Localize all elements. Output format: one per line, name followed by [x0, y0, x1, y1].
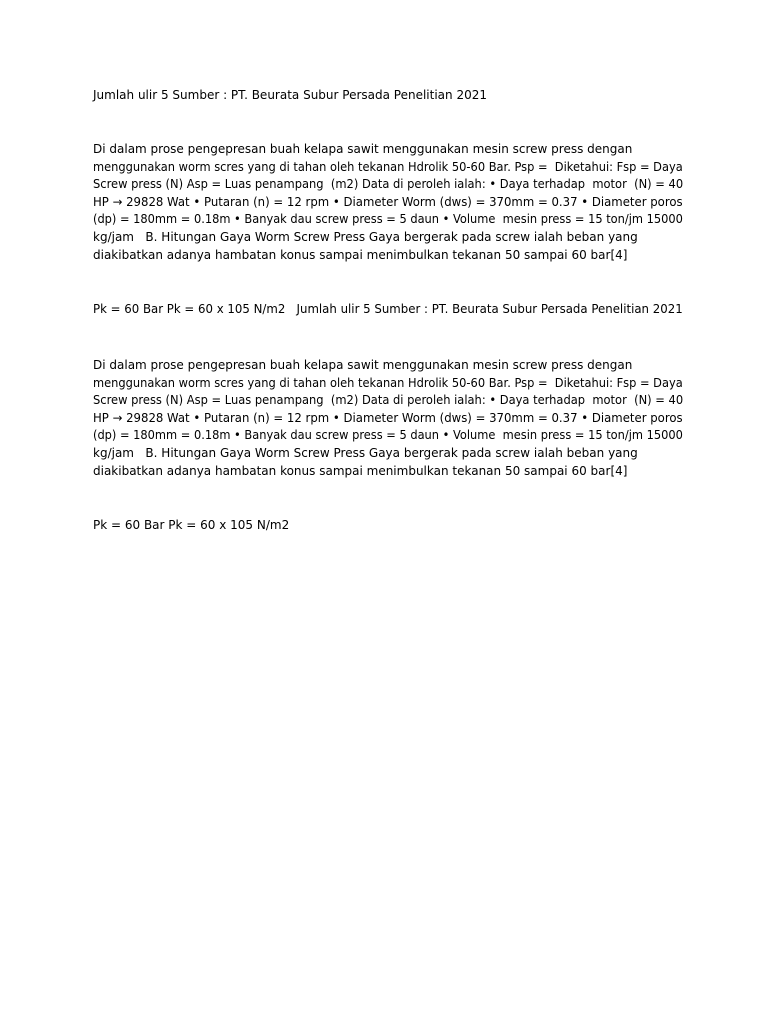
- text-line: (dp) = 180mm = 0.18m • Banyak dau screw press = 5 daun • Volume mesin press = 15 ton/jm 15000: [93, 212, 683, 227]
- text-line: Screw press (N) Asp = Luas penampang (m2) Data di peroleh ialah: • Daya terhadap motor (N) = 40: [93, 177, 684, 192]
- paragraph-body: [93, 357, 683, 480]
- text-line: HP → 29828 Wat • Putaran (n) = 12 rpm • Diameter Worm (dws) = 370mm = 0.37 • Diameter poros: [93, 410, 683, 425]
- text-line: kg/jam B. Hitungan Gaya Worm Screw Press Gaya bergerak pada screw ialah beban yang: [93, 229, 638, 244]
- text-line: Pk = 60 Bar Pk = 60 x 105 N/m2: [93, 518, 290, 532]
- paragraph-body: [93, 141, 683, 264]
- text-line: Jumlah ulir 5 Sumber : PT. Beurata Subur Persada Penelitian 2021: [93, 88, 487, 102]
- paragraph-source-heading: [93, 87, 683, 105]
- text-line: HP → 29828 Wat • Putaran (n) = 12 rpm • Diameter Worm (dws) = 370mm = 0.37 • Diameter poros: [93, 194, 683, 209]
- text-line: menggunakan worm scres yang di tahan oleh tekanan Hdrolik 50-60 Bar. Psp = Diketahui: Fsp = Daya: [93, 375, 683, 390]
- text-line: Di dalam prose pengepresan buah kelapa sawit menggunakan mesin screw press dengan: [93, 142, 633, 156]
- text-line: menggunakan worm scres yang di tahan oleh tekanan Hdrolik 50-60 Bar. Psp = Diketahui: Fsp = Daya: [93, 159, 683, 174]
- text-line: Screw press (N) Asp = Luas penampang (m2) Data di peroleh ialah: • Daya terhadap motor (N) = 40: [93, 393, 684, 408]
- paragraph-formula: [93, 517, 683, 535]
- text-line: diakibatkan adanya hambatan konus sampai menimbulkan tekanan 50 sampai 60 bar[4]: [93, 247, 628, 262]
- text-line: Di dalam prose pengepresan buah kelapa sawit menggunakan mesin screw press dengan: [93, 358, 633, 372]
- text-line: diakibatkan adanya hambatan konus sampai menimbulkan tekanan 50 sampai 60 bar[4]: [93, 463, 628, 478]
- text-line: kg/jam B. Hitungan Gaya Worm Screw Press Gaya bergerak pada screw ialah beban yang: [93, 445, 638, 460]
- text-line: (dp) = 180mm = 0.18m • Banyak dau screw press = 5 daun • Volume mesin press = 15 ton/jm 15000: [93, 428, 683, 443]
- paragraph-formula-source: [93, 301, 683, 319]
- text-line: Pk = 60 Bar Pk = 60 x 105 N/m2 Jumlah ulir 5 Sumber : PT. Beurata Subur Persada Penelitian 2021: [93, 302, 683, 316]
